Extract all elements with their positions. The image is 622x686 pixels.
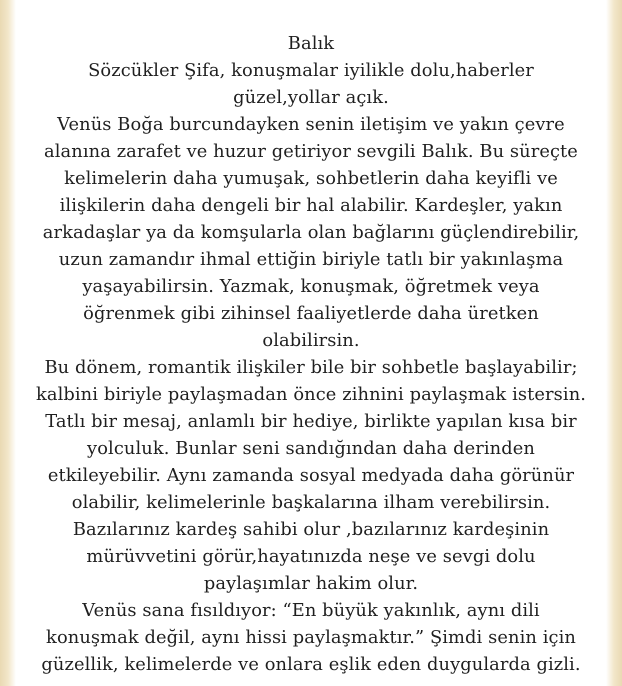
document-title: Balık — [287, 33, 335, 54]
text-line: konuşmak değil, aynı hissi paylaşmaktır.” Şimdi senin için — [46, 627, 576, 648]
text-line: alanına zarafet ve huzur getiriyor sevgili Balık. Bu süreçte — [44, 141, 578, 162]
text-line: ilişkilerin daha dengeli bir hal alabilir. Kardeşler, yakın — [59, 195, 563, 216]
text-line: Sözcükler Şifa, konuşmalar iyilikle dolu,haberler — [88, 60, 534, 81]
text-line: kelimelerin daha yumuşak, sohbetlerin daha keyifli ve — [64, 168, 558, 189]
text-line: mürüvvetini görür,hayatınızda neşe ve sevgi dolu — [86, 546, 536, 567]
text-line: Bu dönem, romantik ilişkiler bile bir sohbetle başlayabilir; — [44, 357, 578, 378]
document-page — [16, 0, 606, 686]
text-line: kalbini biriyle paylaşmadan önce zihnini paylaşmak istersin. — [35, 384, 587, 405]
text-line: olabilir, kelimelerinle başkalarına ilham verebilirsin. — [71, 492, 551, 513]
text-line: Bazılarınız kardeş sahibi olur ,bazılarınız kardeşinin — [72, 519, 550, 540]
text-line: yolculuk. Bunlar seni sandığından daha derinden — [87, 438, 535, 459]
text-line: paylaşımlar hakim olur. — [203, 573, 419, 594]
text-line: olabilirsin. — [262, 330, 360, 351]
text-line: uzun zamandır ihmal ettiğin biriyle tatlı bir yakınlaşma — [58, 249, 564, 270]
text-line: arkadaşlar ya da komşularla olan bağlarını güçlendirebilir, — [42, 222, 580, 243]
horoscope-text — [16, 30, 606, 678]
text-line: Tatlı bir mesaj, anlamlı bir hediye, birlikte yapılan kısa bir — [45, 411, 577, 432]
text-line: güzel,yollar açık. — [233, 87, 389, 108]
text-line: etkileyebilir. Aynı zamanda sosyal medyada daha görünür — [47, 465, 575, 486]
text-line: yaşayabilirsin. Yazmak, konuşmak, öğretmek veya — [82, 276, 540, 297]
text-line: Venüs sana fısıldıyor: “En büyük yakınlık, aynı dili — [82, 600, 540, 621]
text-line: güzellik, kelimelerde ve onlara eşlik eden duygularda gizli. — [41, 654, 581, 675]
text-line: Venüs Boğa burcundayken senin iletişim ve yakın çevre — [57, 114, 565, 135]
text-line: öğrenmek gibi zihinsel faaliyetlerde daha üretken — [83, 303, 539, 324]
